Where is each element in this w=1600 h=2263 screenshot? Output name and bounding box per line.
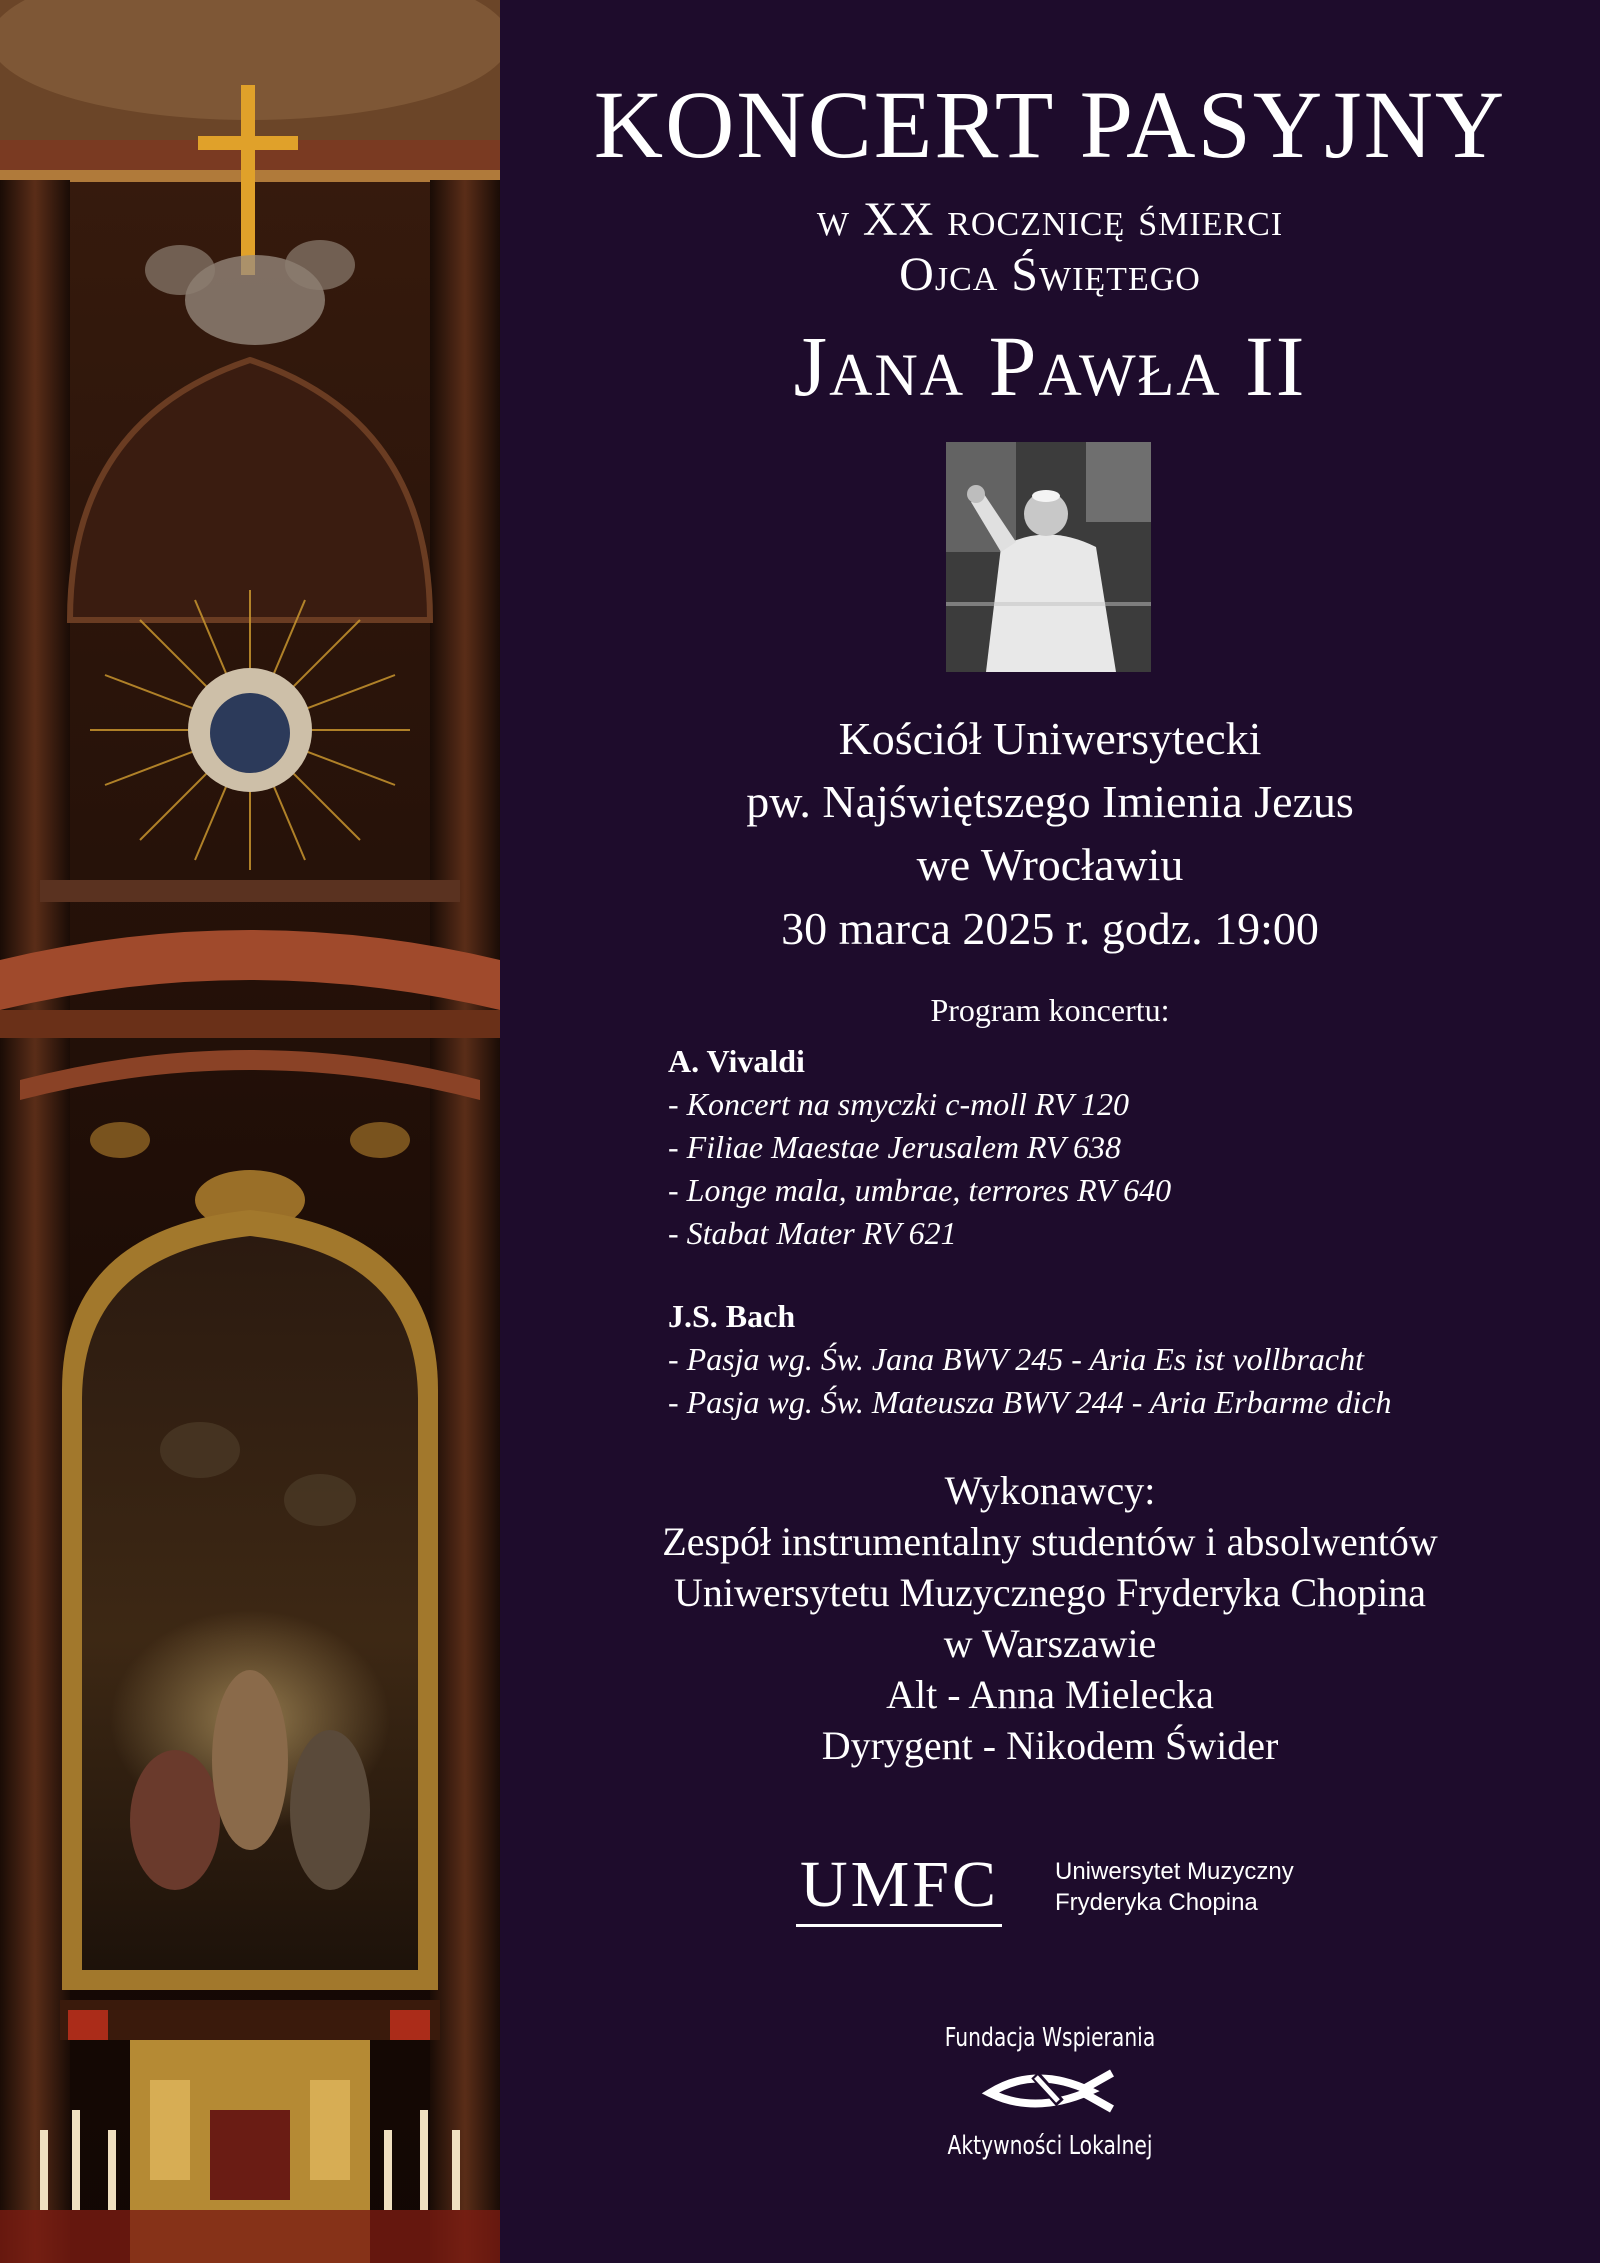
composer-vivaldi: A. Vivaldi [668, 1043, 805, 1079]
poster-title: KONCERT PASYJNY [593, 71, 1507, 178]
altar-illustration [0, 0, 500, 2263]
event-datetime: 30 marca 2025 r. godz. 19:00 [781, 903, 1319, 954]
performer-conductor: Dyrygent - Nikodem Świder [821, 1723, 1279, 1768]
program-item: - Pasja wg. Św. Mateusza BWV 244 - Aria Erbarme dich [668, 1384, 1392, 1420]
program-item: - Pasja wg. Św. Jana BWV 245 - Aria Es ist vollbracht [668, 1341, 1364, 1377]
program-label: Program koncertu: [930, 992, 1170, 1028]
subtitle-holy-father: Ojca Świętego [899, 248, 1201, 301]
altar-photo [0, 0, 500, 2263]
venue-city: we Wrocławiu [916, 839, 1184, 890]
venue-church: Kościół Uniwersytecki [838, 713, 1262, 764]
umfc-logo [792, 1850, 1007, 1930]
umfc-name-line1: Uniwersytet Muzyczny [1055, 1858, 1294, 1885]
subtitle-pope-name: Jana Pawła II [793, 318, 1307, 414]
umfc-logo-mark: UMFC [799, 1848, 1000, 1921]
umfc-logo-underline [796, 1924, 1002, 1927]
program-item: - Koncert na smyczki c-moll RV 120 [668, 1086, 1129, 1122]
performers-line: Uniwersytetu Muzycznego Fryderyka Chopina [673, 1570, 1427, 1615]
foundation-name-line1: Fundacja Wspierania [944, 2023, 1156, 2053]
cross-icon [241, 85, 255, 275]
program-item: - Stabat Mater RV 621 [668, 1215, 957, 1251]
performers-line: w Warszawie [943, 1621, 1157, 1666]
foundation-name-line2: Aktywności Lokalnej [947, 2131, 1153, 2161]
venue-dedication: pw. Najświętszego Imienia Jezus [746, 776, 1354, 827]
poster-panel [500, 0, 1600, 2263]
performer-alto: Alt - Anna Mielecka [886, 1672, 1214, 1717]
program-item: - Filiae Maestae Jerusalem RV 638 [668, 1129, 1121, 1165]
performers-line: Zespół instrumentalny studentów i absolwentów [662, 1519, 1438, 1564]
fish-icon [980, 2065, 1120, 2115]
subtitle-anniversary: w XX rocznicę śmierci [816, 193, 1284, 246]
pope-portrait-photo [946, 442, 1151, 672]
umfc-name-line2: Fryderyka Chopina [1055, 1889, 1258, 1916]
program-item: - Longe mala, umbrae, terrores RV 640 [668, 1172, 1172, 1208]
performers-heading: Wykonawcy: [944, 1468, 1156, 1513]
composer-bach: J.S. Bach [668, 1298, 796, 1334]
